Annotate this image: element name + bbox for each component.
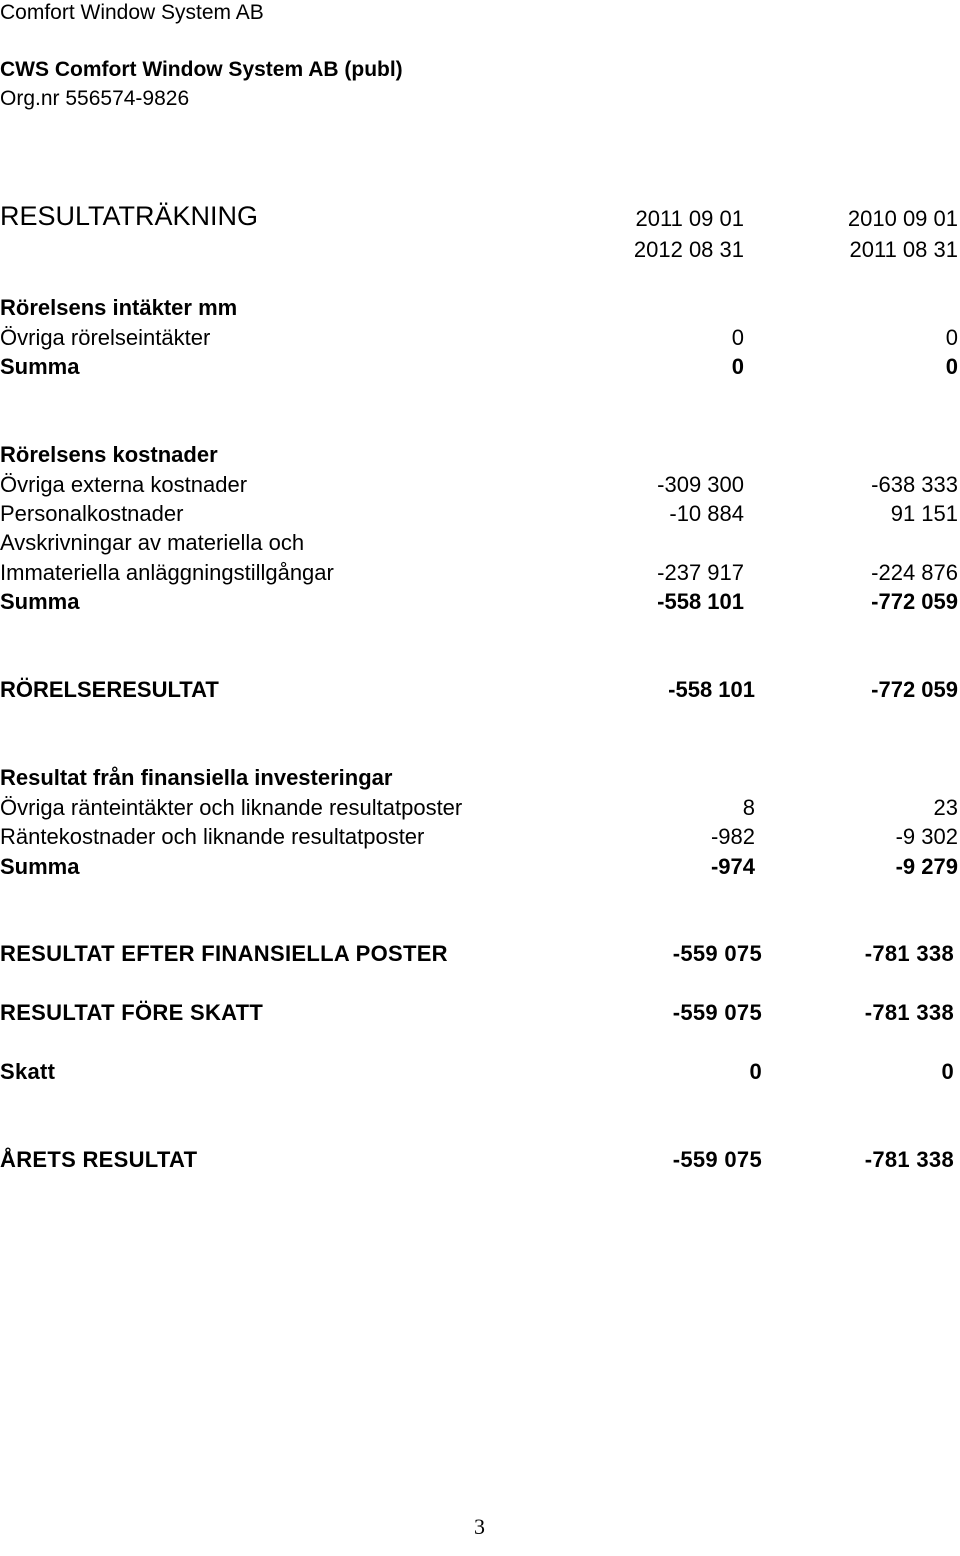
tax-prior: 0 <box>941 1059 954 1084</box>
row-value-prior: -9 302 <box>895 824 958 849</box>
tax-current: 0 <box>749 1059 762 1084</box>
net-result-label: ÅRETS RESULTAT <box>0 1147 198 1172</box>
operating-costs-heading: Rörelsens kostnader <box>0 442 218 467</box>
row-value-current: 8 <box>742 795 755 820</box>
operating-income-sum-label: Summa <box>0 354 80 379</box>
operating-income-heading: Rörelsens intäkter mm <box>0 295 238 320</box>
period-current-start: 2011 09 01 <box>635 206 744 231</box>
financial-sum-prior: -9 279 <box>895 854 958 879</box>
operating-costs-sum-current: -558 101 <box>657 589 744 614</box>
row-value-current: -309 300 <box>657 472 744 497</box>
row-value-prior: 0 <box>945 325 958 350</box>
result-after-financial-current: -559 075 <box>672 941 762 966</box>
row-value-prior: -638 333 <box>871 472 958 497</box>
row-value-current: 0 <box>731 325 744 350</box>
operating-result-current: -558 101 <box>668 677 755 702</box>
financial-heading: Resultat från finansiella investeringar <box>0 765 393 790</box>
row-label: Övriga externa kostnader <box>0 472 248 497</box>
operating-result-prior: -772 059 <box>871 677 958 702</box>
row-value-current: -982 <box>710 824 755 849</box>
operating-income-sum-current: 0 <box>731 354 744 379</box>
period-current-end: 2012 08 31 <box>633 237 744 262</box>
row-label: Övriga ränteintäkter och liknande resultatposter <box>0 795 463 820</box>
net-result-prior: -781 338 <box>864 1147 954 1172</box>
financial-sum-label: Summa <box>0 854 80 879</box>
tax-label: Skatt <box>0 1059 56 1084</box>
result-before-tax-current: -559 075 <box>672 1000 762 1025</box>
operating-income-sum-prior: 0 <box>945 354 958 379</box>
page-number: 3 <box>474 1514 485 1539</box>
row-value-current: -237 917 <box>657 560 744 585</box>
net-result-current: -559 075 <box>672 1147 762 1172</box>
row-value-current: -10 884 <box>669 501 744 526</box>
row-label: Övriga rörelseintäkter <box>0 325 211 350</box>
period-prior-start: 2010 09 01 <box>847 206 958 231</box>
row-value-prior: 23 <box>933 795 958 820</box>
row-label: Immateriella anläggningstillgångar <box>0 560 334 585</box>
operating-costs-sum-label: Summa <box>0 589 80 614</box>
statement-title: RESULTATRÄKNING <box>0 201 259 231</box>
operating-costs-sum-prior: -772 059 <box>871 589 958 614</box>
company-short-name: Comfort Window System AB <box>0 1 264 24</box>
operating-result-label: RÖRELSERESULTAT <box>0 677 219 702</box>
org-number: Org.nr 556574-9826 <box>0 87 190 110</box>
result-after-financial-label: RESULTAT EFTER FINANSIELLA POSTER <box>0 941 448 966</box>
row-label: Avskrivningar av materiella och <box>0 530 305 555</box>
row-value-prior: 91 151 <box>890 501 958 526</box>
row-label: Räntekostnader och liknande resultatposter <box>0 824 425 849</box>
financial-sum-current: -974 <box>710 854 755 879</box>
period-prior-end: 2011 08 31 <box>849 237 958 262</box>
company-full-name: CWS Comfort Window System AB (publ) <box>0 58 403 81</box>
result-before-tax-label: RESULTAT FÖRE SKATT <box>0 1000 264 1025</box>
row-label: Personalkostnader <box>0 501 184 526</box>
row-value-prior: -224 876 <box>871 560 958 585</box>
result-before-tax-prior: -781 338 <box>864 1000 954 1025</box>
result-after-financial-prior: -781 338 <box>864 941 954 966</box>
